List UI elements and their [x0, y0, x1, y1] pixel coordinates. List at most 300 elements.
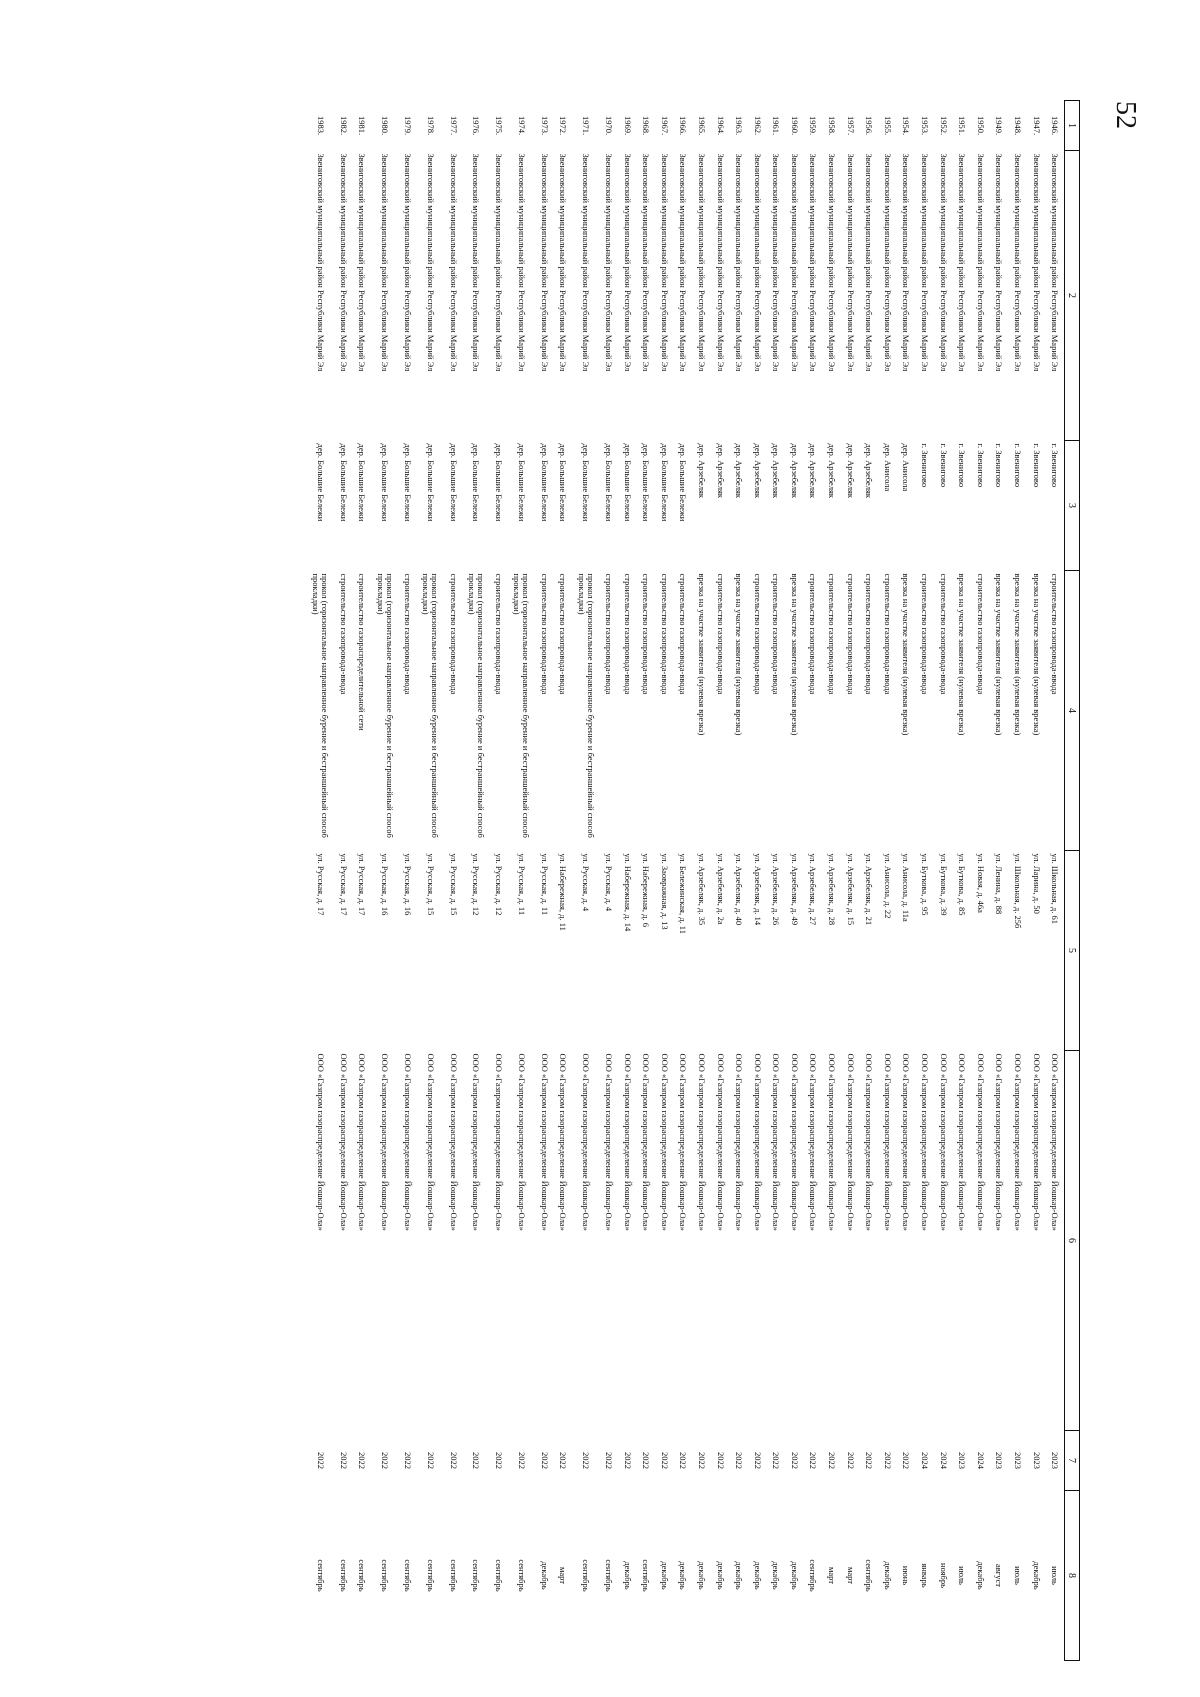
data-table	[307, 100, 1080, 1661]
cell-work-type: врезка на участке заявителя (нулевая врезка)	[994, 573, 1005, 736]
cell-settlement: дер. Большие Бележи	[338, 443, 349, 522]
cell-settlement: г. Звенигово	[920, 443, 931, 488]
column-header: 1	[1065, 101, 1080, 151]
cell-year: 2022	[696, 1452, 707, 1469]
cell-month: сентябрь	[357, 1559, 368, 1592]
cell-municipality: Звениговский муниципальный район Республики Марий Эл	[752, 153, 763, 372]
cell-municipality: Звениговский муниципальный район Республики Марий Эл	[338, 153, 349, 372]
cell-settlement: дер. Большие Бележи	[678, 443, 689, 522]
cell-municipality: Звениговский муниципальный район Республики Марий Эл	[1050, 153, 1061, 372]
cell-work-type: строительство газопровода-ввода	[715, 573, 726, 695]
cell-settlement: дер. Большие Бележи	[539, 443, 550, 522]
cell-work-type: строительство газопровода-ввода	[920, 573, 931, 695]
cell-row-number: 1982.	[338, 115, 349, 136]
cell-organization: ООО «Газпром газораспределение Йошкар-Ола»	[938, 1053, 949, 1231]
table-row	[971, 101, 990, 1661]
cell-month: июль	[957, 1566, 968, 1585]
column-header: 4	[1065, 571, 1080, 851]
cell-settlement: г. Звенигово	[1031, 443, 1042, 488]
cell-month: сентябрь	[808, 1559, 819, 1592]
table-row	[572, 101, 599, 1661]
cell-year: 2022	[581, 1452, 592, 1469]
table-row	[897, 101, 916, 1661]
cell-municipality: Звениговский муниципальный район Республики Марий Эл	[845, 153, 856, 372]
cell-organization: ООО «Газпром газораспределение Йошкар-Ола»	[975, 1053, 986, 1231]
cell-work-type: строительство газопровода-ввода	[882, 573, 893, 695]
table-row	[692, 101, 711, 1661]
cell-row-number: 1950.	[975, 115, 986, 136]
cell-row-number: 1960.	[789, 115, 800, 136]
cell-month: декабрь	[752, 1561, 763, 1590]
cell-address: ул. Русская, д. 4	[581, 853, 592, 912]
cell-address: ул. Арзебеляк, д. 35	[696, 853, 707, 926]
cell-organization: ООО «Газпром газораспределение Йошкар-Ола»	[882, 1053, 893, 1231]
cell-organization: ООО «Газпром газораспределение Йошкар-Ола»	[357, 1053, 368, 1231]
cell-address: ул. Русская, д. 4	[603, 853, 614, 912]
cell-organization: ООО «Газпром газораспределение Йошкар-Ола»	[752, 1053, 763, 1231]
cell-address: ул. Бележинская, д. 11	[678, 853, 689, 934]
cell-organization: ООО «Газпром газораспределение Йошкар-Ола»	[641, 1053, 652, 1231]
table-row	[878, 101, 897, 1661]
cell-address: ул. Русская, д. 16	[380, 853, 391, 916]
cell-address: ул. Школьная, д. 61	[1050, 853, 1061, 924]
cell-settlement: дер. Большие Бележи	[494, 443, 505, 522]
cell-organization: ООО «Газпром газораспределение Йошкар-Ола»	[920, 1053, 931, 1231]
cell-row-number: 1959.	[808, 115, 819, 136]
table-row	[822, 101, 841, 1661]
table-row	[535, 101, 554, 1661]
cell-address: ул. Арзебеляк, д. 21	[864, 853, 875, 926]
cell-organization: ООО «Газпром газораспределение Йошкар-Ола»	[715, 1053, 726, 1231]
cell-work-type: строительство газопровода-ввода	[641, 573, 652, 695]
cell-organization: ООО «Газпром газораспределение Йошкар-Ола»	[994, 1053, 1005, 1231]
cell-organization: ООО «Газпром газораспределение Йошкар-Ола»	[316, 1053, 326, 1231]
cell-year: 2022	[471, 1452, 482, 1469]
cell-work-type: строительство газопровода-ввода	[622, 573, 633, 695]
cell-month: январь	[920, 1563, 931, 1588]
table-row	[398, 101, 417, 1661]
cell-organization: ООО «Газпром газораспределение Йошкар-Ола»	[957, 1053, 968, 1231]
cell-month: сентябрь	[338, 1559, 349, 1592]
cell-municipality: Звениговский муниципальный район Республики Марий Эл	[734, 153, 745, 372]
cell-organization: ООО «Газпром газораспределение Йошкар-Ола»	[901, 1053, 912, 1231]
cell-municipality: Звениговский муниципальный район Республики Марий Эл	[357, 153, 368, 372]
cell-year: 2022	[789, 1452, 800, 1469]
cell-address: ул. Новая, д. 46а	[975, 853, 986, 913]
cell-organization: ООО «Газпром газораспределение Йошкар-Ола»	[659, 1053, 670, 1231]
cell-organization: ООО «Газпром газораспределение Йошкар-Ола»	[789, 1053, 800, 1231]
cell-month: декабрь	[622, 1561, 633, 1590]
cell-row-number: 1970.	[603, 115, 614, 136]
table-row	[1008, 101, 1027, 1661]
cell-work-type: врезка на участке заявителя (нулевая врезка)	[957, 573, 968, 736]
cell-year: 2022	[316, 1452, 326, 1469]
cell-year: 2023	[1013, 1452, 1024, 1469]
cell-municipality: Звениговский муниципальный район Республики Марий Эл	[975, 153, 986, 372]
cell-row-number: 1952.	[938, 115, 949, 136]
cell-settlement: дер. Большие Бележи	[380, 443, 391, 522]
cell-month: декабрь	[771, 1561, 782, 1590]
cell-month: сентябрь	[494, 1559, 505, 1592]
cell-year: 2024	[938, 1452, 949, 1469]
cell-municipality: Звениговский муниципальный район Республики Марий Эл	[516, 153, 527, 372]
cell-month: декабрь	[789, 1561, 800, 1590]
cell-organization: ООО «Газпром газораспределение Йошкар-Ола»	[494, 1053, 505, 1231]
cell-organization: ООО «Газпром газораспределение Йошкар-Ола»	[539, 1053, 550, 1231]
cell-municipality: Звениговский муниципальный район Республики Марий Эл	[622, 153, 633, 372]
cell-municipality: Звениговский муниципальный район Республики Марий Эл	[539, 153, 550, 372]
cell-settlement: дер. Большие Бележи	[425, 443, 436, 522]
cell-month: декабрь	[539, 1561, 550, 1590]
cell-organization: ООО «Газпром газораспределение Йошкар-Ола»	[338, 1053, 349, 1231]
cell-address: ул. Русская, д. 11	[539, 853, 550, 916]
cell-settlement: г. Звенигово	[938, 443, 949, 488]
cell-organization: ООО «Газпром газораспределение Йошкар-Ола»	[827, 1053, 838, 1231]
cell-row-number: 1951.	[957, 115, 968, 136]
cell-row-number: 1978.	[425, 115, 436, 136]
cell-settlement: дер. Большие Бележи	[357, 443, 368, 522]
cell-municipality: Звениговский муниципальный район Республики Марий Эл	[402, 153, 413, 372]
cell-row-number: 1963.	[734, 115, 745, 136]
cell-municipality: Звениговский муниципальный район Республики Марий Эл	[994, 153, 1005, 372]
cell-address: ул. Арзебеляк, д. 15	[845, 853, 856, 926]
cell-settlement: дер. Арзебеляк	[827, 443, 838, 498]
cell-organization: ООО «Газпром газораспределение Йошкар-Ола»	[425, 1053, 436, 1231]
cell-settlement: г. Звенигово	[1013, 443, 1024, 488]
cell-municipality: Звениговский муниципальный район Республики Марий Эл	[641, 153, 652, 372]
cell-month: ноябрь	[938, 1563, 949, 1588]
table-row	[371, 101, 398, 1661]
cell-month: сентябрь	[603, 1559, 614, 1592]
cell-work-type: строительство газопровода-ввода	[845, 573, 856, 695]
cell-row-number: 1973.	[539, 115, 550, 136]
cell-municipality: Звениговский муниципальный район Республики Марий Эл	[1013, 153, 1024, 372]
table-row	[444, 101, 463, 1661]
table-row	[711, 101, 730, 1661]
cell-year: 2023	[957, 1452, 968, 1469]
cell-row-number: 1975.	[494, 115, 505, 136]
cell-address: ул. Арзебеляк, д. 40	[734, 853, 745, 926]
cell-address: ул. Русская, д. 11	[516, 853, 527, 916]
cell-month: март	[558, 1567, 569, 1584]
cell-month: декабрь	[696, 1561, 707, 1590]
cell-month: сентябрь	[316, 1559, 326, 1592]
cell-municipality: Звениговский муниципальный район Республики Марий Эл	[715, 153, 726, 372]
cell-row-number: 1977.	[448, 115, 459, 136]
cell-work-type: прокол (горизонтальное направленное бурение и бестраншейный способ прокладки)	[576, 573, 596, 838]
cell-municipality: Звениговский муниципальный район Республики Марий Эл	[901, 153, 912, 372]
page-number: 52	[1110, 101, 1141, 129]
cell-address: ул. Русская, д. 17	[357, 853, 368, 916]
cell-settlement: дер. Большие Бележи	[471, 443, 482, 522]
cell-year: 2022	[425, 1452, 436, 1469]
cell-row-number: 1976.	[471, 115, 482, 136]
cell-year: 2022	[845, 1452, 856, 1469]
cell-year: 2024	[920, 1452, 931, 1469]
cell-address: ул. Арзебеляк, д. 49	[789, 853, 800, 926]
cell-month: декабрь	[659, 1561, 670, 1590]
cell-row-number: 1966.	[678, 115, 689, 136]
cell-row-number: 1947.	[1031, 115, 1042, 136]
table-row	[841, 101, 860, 1661]
cell-year: 2022	[864, 1452, 875, 1469]
cell-organization: ООО «Газпром газораспределение Йошкар-Ола»	[696, 1053, 707, 1231]
cell-organization: ООО «Газпром газораспределение Йошкар-Ола»	[1050, 1053, 1061, 1231]
cell-row-number: 1971.	[581, 115, 592, 136]
cell-organization: ООО «Газпром газораспределение Йошкар-Ола»	[603, 1053, 614, 1231]
table-row	[334, 101, 353, 1661]
cell-address: ул. Набережная, д. 14	[622, 853, 633, 932]
cell-year: 2022	[516, 1452, 527, 1469]
cell-row-number: 1964.	[715, 115, 726, 136]
cell-address: ул. Арзебеляк, д. 28	[827, 853, 838, 926]
table-row	[748, 101, 767, 1661]
cell-year: 2022	[752, 1452, 763, 1469]
cell-organization: ООО «Газпром газораспределение Йошкар-Ола»	[734, 1053, 745, 1231]
cell-row-number: 1957.	[845, 115, 856, 136]
cell-work-type: прокол (горизонтальное направленное бурение и бестраншейный способ прокладки)	[466, 573, 486, 838]
cell-settlement: г. Звенигово	[975, 443, 986, 488]
cell-address: ул. Заовражная, д. 13	[659, 853, 670, 930]
cell-organization: ООО «Газпром газораспределение Йошкар-Ола»	[864, 1053, 875, 1231]
cell-organization: ООО «Газпром газораспределение Йошкар-Ола»	[448, 1053, 459, 1231]
table-row	[804, 101, 823, 1661]
cell-row-number: 1980.	[380, 115, 391, 136]
cell-municipality: Звениговский муниципальный район Республики Марий Эл	[425, 153, 436, 372]
cell-work-type: строительство газопровода-ввода	[402, 573, 413, 695]
cell-address: ул. Набережная, д. 11	[558, 853, 569, 931]
cell-municipality: Звениговский муниципальный район Республики Марий Эл	[938, 153, 949, 372]
cell-settlement: дер. Большие Бележи	[603, 443, 614, 522]
cell-row-number: 1962.	[752, 115, 763, 136]
cell-settlement: дер. Арзебеляк	[789, 443, 800, 498]
cell-row-number: 1968.	[641, 115, 652, 136]
cell-municipality: Звениговский муниципальный район Республики Марий Эл	[920, 153, 931, 372]
cell-settlement: дер. Арзебеляк	[808, 443, 819, 498]
cell-work-type: врезка на участке заявителя (нулевая врезка)	[696, 573, 707, 736]
cell-address: ул. Ленина, д. 88	[994, 853, 1005, 915]
cell-settlement: г. Звенигово	[1050, 443, 1061, 488]
cell-year: 2022	[402, 1452, 413, 1469]
cell-work-type: строительство газопровода-ввода	[771, 573, 782, 695]
cell-settlement: дер. Арзебеляк	[864, 443, 875, 498]
cell-month: март	[827, 1567, 838, 1584]
cell-month: декабрь	[734, 1561, 745, 1590]
cell-work-type: прокол (горизонтальное направленное бурение и бестраншейный способ прокладки)	[375, 573, 395, 838]
cell-year: 2022	[558, 1452, 569, 1469]
cell-work-type: строительство газопровода-ввода	[938, 573, 949, 695]
cell-work-type: врезка на участке заявителя (нулевая врезка)	[1013, 573, 1024, 736]
cell-address: ул. Анисола, д. 22	[882, 853, 893, 919]
cell-settlement: дер. Большие Бележи	[516, 443, 527, 522]
table-row	[462, 101, 489, 1661]
cell-settlement: дер. Большие Бележи	[659, 443, 670, 522]
cell-address: ул. Русская, д. 17	[316, 853, 326, 916]
table-row	[859, 101, 878, 1661]
cell-work-type: строительство газопровода-ввода	[603, 573, 614, 695]
cell-month: сентябрь	[641, 1559, 652, 1592]
table-body	[307, 101, 1065, 1661]
cell-work-type: строительство газопровода-ввода	[494, 573, 505, 695]
table-row	[915, 101, 934, 1661]
cell-month: сентябрь	[425, 1559, 436, 1592]
cell-year: 2022	[659, 1452, 670, 1469]
cell-settlement: дер. Большие Бележи	[641, 443, 652, 522]
column-header: 7	[1065, 1431, 1080, 1491]
cell-work-type: прокол (горизонтальное направленное бурение и бестраншейный способ прокладки)	[512, 573, 532, 838]
cell-settlement: дер. Арзебеляк	[845, 443, 856, 498]
cell-row-number: 1955.	[882, 115, 893, 136]
cell-year: 2022	[357, 1452, 368, 1469]
cell-organization: ООО «Газпром газораспределение Йошкар-Ола»	[516, 1053, 527, 1231]
cell-address: ул. Буткова, д. 85	[957, 853, 968, 916]
cell-municipality: Звениговский муниципальный район Республики Марий Эл	[1031, 153, 1042, 372]
cell-row-number: 1979.	[402, 115, 413, 136]
cell-municipality: Звениговский муниципальный район Республики Марий Эл	[558, 153, 569, 372]
cell-row-number: 1954.	[901, 115, 912, 136]
cell-year: 2022	[641, 1452, 652, 1469]
cell-month: сентябрь	[402, 1559, 413, 1592]
cell-row-number: 1956.	[864, 115, 875, 136]
cell-work-type: строительство газопровода-ввода	[808, 573, 819, 695]
cell-settlement: г. Звенигово	[994, 443, 1005, 488]
cell-municipality: Звениговский муниципальный район Республики Марий Эл	[864, 153, 875, 372]
cell-address: ул. Арзебеляк, д. 27	[808, 853, 819, 926]
cell-address: ул. Буткова, д. 39	[938, 853, 949, 916]
table-row	[990, 101, 1009, 1661]
cell-month: июль	[1050, 1566, 1061, 1585]
cell-row-number: 1967.	[659, 115, 670, 136]
cell-address: ул. Русская, д. 15	[425, 853, 436, 916]
table-row	[618, 101, 637, 1661]
cell-organization: ООО «Газпром газораспределение Йошкар-Ола»	[1031, 1053, 1042, 1231]
cell-municipality: Звениговский муниципальный район Республики Марий Эл	[696, 153, 707, 372]
table-row	[729, 101, 748, 1661]
cell-municipality: Звениговский муниципальный район Республики Марий Эл	[316, 153, 326, 372]
cell-address: ул. Арзебеляк, д. 26	[771, 853, 782, 926]
cell-year: 2023	[1050, 1452, 1061, 1469]
column-header: 8	[1065, 1491, 1080, 1661]
table-row	[554, 101, 573, 1661]
table-row	[636, 101, 655, 1661]
cell-work-type: врезка на участке заявителя (нулевая врезка)	[1031, 573, 1042, 736]
header-row	[1065, 101, 1080, 1661]
cell-settlement: дер. Арзебеляк	[771, 443, 782, 498]
table-row	[489, 101, 508, 1661]
cell-year: 2022	[622, 1452, 633, 1469]
cell-municipality: Звениговский муниципальный район Республики Марий Эл	[771, 153, 782, 372]
cell-address: ул. Анисола, д. 11а	[901, 853, 912, 922]
cell-month: сентябрь	[471, 1559, 482, 1592]
cell-month: декабрь	[882, 1561, 893, 1590]
cell-month: март	[845, 1567, 856, 1584]
cell-row-number: 1983.	[316, 115, 326, 136]
cell-municipality: Звениговский муниципальный район Республики Марий Эл	[448, 153, 459, 372]
cell-organization: ООО «Газпром газораспределение Йошкар-Ола»	[471, 1053, 482, 1231]
cell-municipality: Звениговский муниципальный район Республики Марий Эл	[827, 153, 838, 372]
cell-row-number: 1958.	[827, 115, 838, 136]
cell-work-type: врезка на участке заявителя (нулевая врезка)	[789, 573, 800, 736]
cell-address: ул. Набережная, д. 6	[641, 853, 652, 927]
cell-year: 2022	[539, 1452, 550, 1469]
cell-year: 2022	[734, 1452, 745, 1469]
cell-settlement: дер. Арзебеляк	[752, 443, 763, 498]
table-row	[508, 101, 535, 1661]
table-row	[1045, 101, 1064, 1661]
table-row	[307, 101, 334, 1661]
cell-year: 2022	[827, 1452, 838, 1469]
cell-settlement: дер. Большие Бележи	[316, 443, 326, 522]
cell-organization: ООО «Газпром газораспределение Йошкар-Ола»	[581, 1053, 592, 1231]
cell-year: 2023	[994, 1452, 1005, 1469]
cell-work-type: строительство газопровода-ввода	[338, 573, 349, 695]
cell-organization: ООО «Газпром газораспределение Йошкар-Ола»	[1013, 1053, 1024, 1231]
cell-settlement: дер. Арзебеляк	[696, 443, 707, 498]
cell-organization: ООО «Газпром газораспределение Йошкар-Ола»	[622, 1053, 633, 1231]
cell-work-type: строительство газопровода-ввода	[975, 573, 986, 695]
cell-work-type: строительство газопровода-ввода	[659, 573, 670, 695]
cell-municipality: Звениговский муниципальный район Республики Марий Эл	[789, 153, 800, 372]
cell-month: декабрь	[975, 1561, 986, 1590]
cell-address: ул. Ларина, д. 50	[1031, 853, 1042, 914]
cell-month: июнь	[901, 1565, 912, 1586]
cell-row-number: 1969.	[622, 115, 633, 136]
cell-row-number: 1961.	[771, 115, 782, 136]
cell-year: 2022	[715, 1452, 726, 1469]
cell-settlement: дер. Большие Бележи	[558, 443, 569, 522]
table-row	[952, 101, 971, 1661]
cell-settlement: дер. Арзебеляк	[715, 443, 726, 498]
rotated-table-container	[200, 100, 1080, 1660]
column-header: 2	[1065, 151, 1080, 441]
cell-year: 2022	[603, 1452, 614, 1469]
cell-address: ул. Русская, д. 12	[494, 853, 505, 916]
cell-work-type: прокол (горизонтальное направленное бурение и бестраншейный способ прокладки)	[421, 573, 441, 838]
cell-address: ул. Русская, д. 17	[338, 853, 349, 916]
cell-month: сентябрь	[448, 1559, 459, 1592]
table-row	[417, 101, 444, 1661]
cell-row-number: 1965.	[696, 115, 707, 136]
table-row	[934, 101, 953, 1661]
cell-year: 2022	[494, 1452, 505, 1469]
cell-row-number: 1974.	[516, 115, 527, 136]
cell-municipality: Звениговский муниципальный район Республики Марий Эл	[659, 153, 670, 372]
cell-year: 2022	[882, 1452, 893, 1469]
cell-work-type: прокол (горизонтальное направленное бурение и бестраншейный способ прокладки)	[311, 573, 331, 838]
cell-month: декабрь	[715, 1561, 726, 1590]
cell-municipality: Звениговский муниципальный район Республики Марий Эл	[957, 153, 968, 372]
cell-work-type: строительство газопровода-ввода	[558, 573, 569, 695]
cell-row-number: 1946.	[1050, 115, 1061, 136]
cell-municipality: Звениговский муниципальный район Республики Марий Эл	[882, 153, 893, 372]
cell-settlement: дер. Анисола	[882, 443, 893, 492]
cell-row-number: 1949.	[994, 115, 1005, 136]
cell-organization: ООО «Газпром газораспределение Йошкар-Ола»	[402, 1053, 413, 1231]
cell-address: ул. Русская, д. 15	[448, 853, 459, 916]
table-row	[674, 101, 693, 1661]
cell-month: декабрь	[1031, 1561, 1042, 1590]
cell-settlement: дер. Анисола	[901, 443, 912, 492]
cell-work-type: строительство газопровода-ввода	[448, 573, 459, 695]
cell-row-number: 1972.	[558, 115, 569, 136]
table-row	[767, 101, 786, 1661]
cell-work-type: строительство газопровода-ввода	[539, 573, 550, 695]
cell-year: 2022	[448, 1452, 459, 1469]
cell-year: 2022	[338, 1452, 349, 1469]
cell-year: 2023	[1031, 1452, 1042, 1469]
column-header: 5	[1065, 851, 1080, 1051]
cell-work-type: врезка на участке заявителя (нулевая врезка)	[901, 573, 912, 736]
